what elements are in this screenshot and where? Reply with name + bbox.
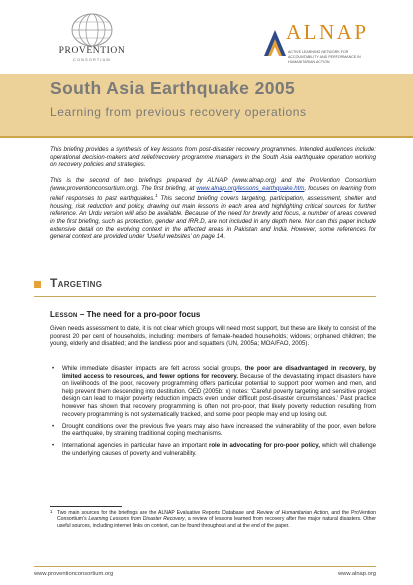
footnote-number: 1	[50, 509, 53, 514]
intro-paragraph-2	[50, 177, 376, 241]
footnote-title: Review of Humanitarian Action	[256, 510, 328, 516]
footnote-segment: , a review of lessons learned from recovery after five major natural disasters. Other useful sources, including internet links on context, can be found throughout and at the end of the paper.	[57, 516, 376, 529]
footnote	[50, 510, 376, 529]
lesson-label: Lesson	[50, 310, 78, 319]
footer-rule	[34, 566, 376, 567]
footnote-segment: Two main sources for the briefings are the ALNAP Evaluative Reports Database and	[57, 510, 257, 516]
alnap-logo-subtext: ACTIVE LEARNING NETWORK FOR ACCOUNTABILITY AND PERFORMANCE IN HUMANITARIAN ACTION	[288, 50, 361, 64]
alnap-logo-text: ALNAP	[286, 20, 369, 44]
lesson-heading	[50, 310, 200, 319]
bullet-text: While immediate disaster impacts are felt across social groups,	[62, 365, 245, 372]
provention-url-link[interactable]: www.proventionconsortium.org	[34, 571, 114, 577]
provention-logo	[50, 10, 134, 66]
footnote-rule	[50, 506, 122, 507]
bullet-emphasis: role in advocating for pro-poor policy,	[208, 442, 320, 450]
footnote-text	[57, 510, 376, 529]
bullet-text: Drought conditions over the previous five years may also have increased the vulnerability of the poor, even before the earthquake, by straining traditional coping mechanisms.	[62, 422, 376, 438]
provention-logo-text: PROVENTION	[58, 46, 126, 56]
lesson-intro: Given needs assessment to date, it is not clear which groups will need most support, but these are likely to consist of the poorest 20 per cent of households, including: members of female-headed households; widows; orphaned children; the young, elderly and disabled; and the landless poor and squatters (UN, 2005a; MOA/FAO, 2005).	[50, 325, 376, 348]
bullet-icon: •	[52, 422, 55, 430]
intro-text: This is the second of two briefings prepared by ALNAP (www.alnap.org) and the ProVention Consortium (www.proventionconsortium.org). The first briefing, at	[50, 177, 376, 192]
section-marker	[34, 281, 41, 288]
page-title: South Asia Earthquake 2005	[50, 78, 296, 98]
provention-globe-icon	[70, 10, 114, 48]
lesson-bullets	[50, 365, 376, 462]
title-band-underline	[0, 136, 413, 138]
intro-text: , focuses on learning from relief responses to past earthquakes.	[50, 184, 376, 203]
section-rule	[34, 296, 376, 297]
alnap-logo	[258, 18, 376, 68]
bullet-emphasis: the poor are disadvantaged in recovery, by limited access to resources, and fewer options for recovery.	[62, 365, 376, 380]
bullet-text: which will challenge the underlying causes of poverty and vulnerability.	[62, 442, 376, 457]
intro-paragraph-1: This briefing provides a synthesis of key lessons from post-disaster recovery programmes. Intended audiences include: operational decision-makers and relief/recovery programme managers in the South Asia earthquake operation working on recovery policies and strategies.	[50, 146, 376, 169]
lesson-title: – The need for a pro-poor focus	[77, 310, 201, 319]
list-item	[50, 365, 376, 418]
provention-logo-subtext: CONSORTIUM	[73, 58, 111, 62]
bullet-icon: •	[52, 442, 55, 450]
intro-text: This second briefing covers targeting, participation, assessment, shelter and housing, risk reduction and policy, drawing out main lessons in each area and highlighting critical sources for further reference. An Urdu version will also be available. Because of the need for brevity and focus, a number of areas covered in the first briefing, such as protection, gender and IRR.D, are not included in any depth here. Nor can this paper include extensive detail on the evolving context in the affected areas in Pakistan and India. However, some references for general context are provided under ‘Useful websites’ on page 14.	[50, 195, 376, 241]
briefing-link[interactable]: www.alnap.org/lessons_earthquake.htm	[196, 184, 305, 192]
alnap-url-link[interactable]: www.alnap.org	[337, 571, 376, 577]
page-subtitle: Learning from previous recovery operations	[50, 105, 307, 119]
section-title: Targeting	[50, 276, 103, 290]
list-item	[50, 423, 376, 438]
footnote-ref[interactable]: 1	[155, 193, 158, 199]
bullet-text: International agencies in particular have an important	[62, 442, 209, 450]
bullet-text: Because of the devastating impact disasters have on livelihoods of the poor, recovery programming offers particular potential to support poor women and men, and help prevent them descending into destitution. OED (2005b: x) notes: ‘Careful poverty targeting and sensitive project design can lead to major poverty reduction impacts even under difficult post-disaster circumstances.’ Past practice however has shown that recovery programming is often not pro-poor, that likely poverty reduction resulting from recovery programming is not systematically tracked, and some poor people may end up losing out.	[62, 372, 376, 418]
footnote-segment: , and the ProVention Consortium’s	[57, 510, 376, 523]
bullet-icon: •	[52, 365, 55, 372]
footnote-title: Learning Lessons from Disaster Recovery	[88, 516, 185, 523]
list-item	[50, 442, 376, 457]
